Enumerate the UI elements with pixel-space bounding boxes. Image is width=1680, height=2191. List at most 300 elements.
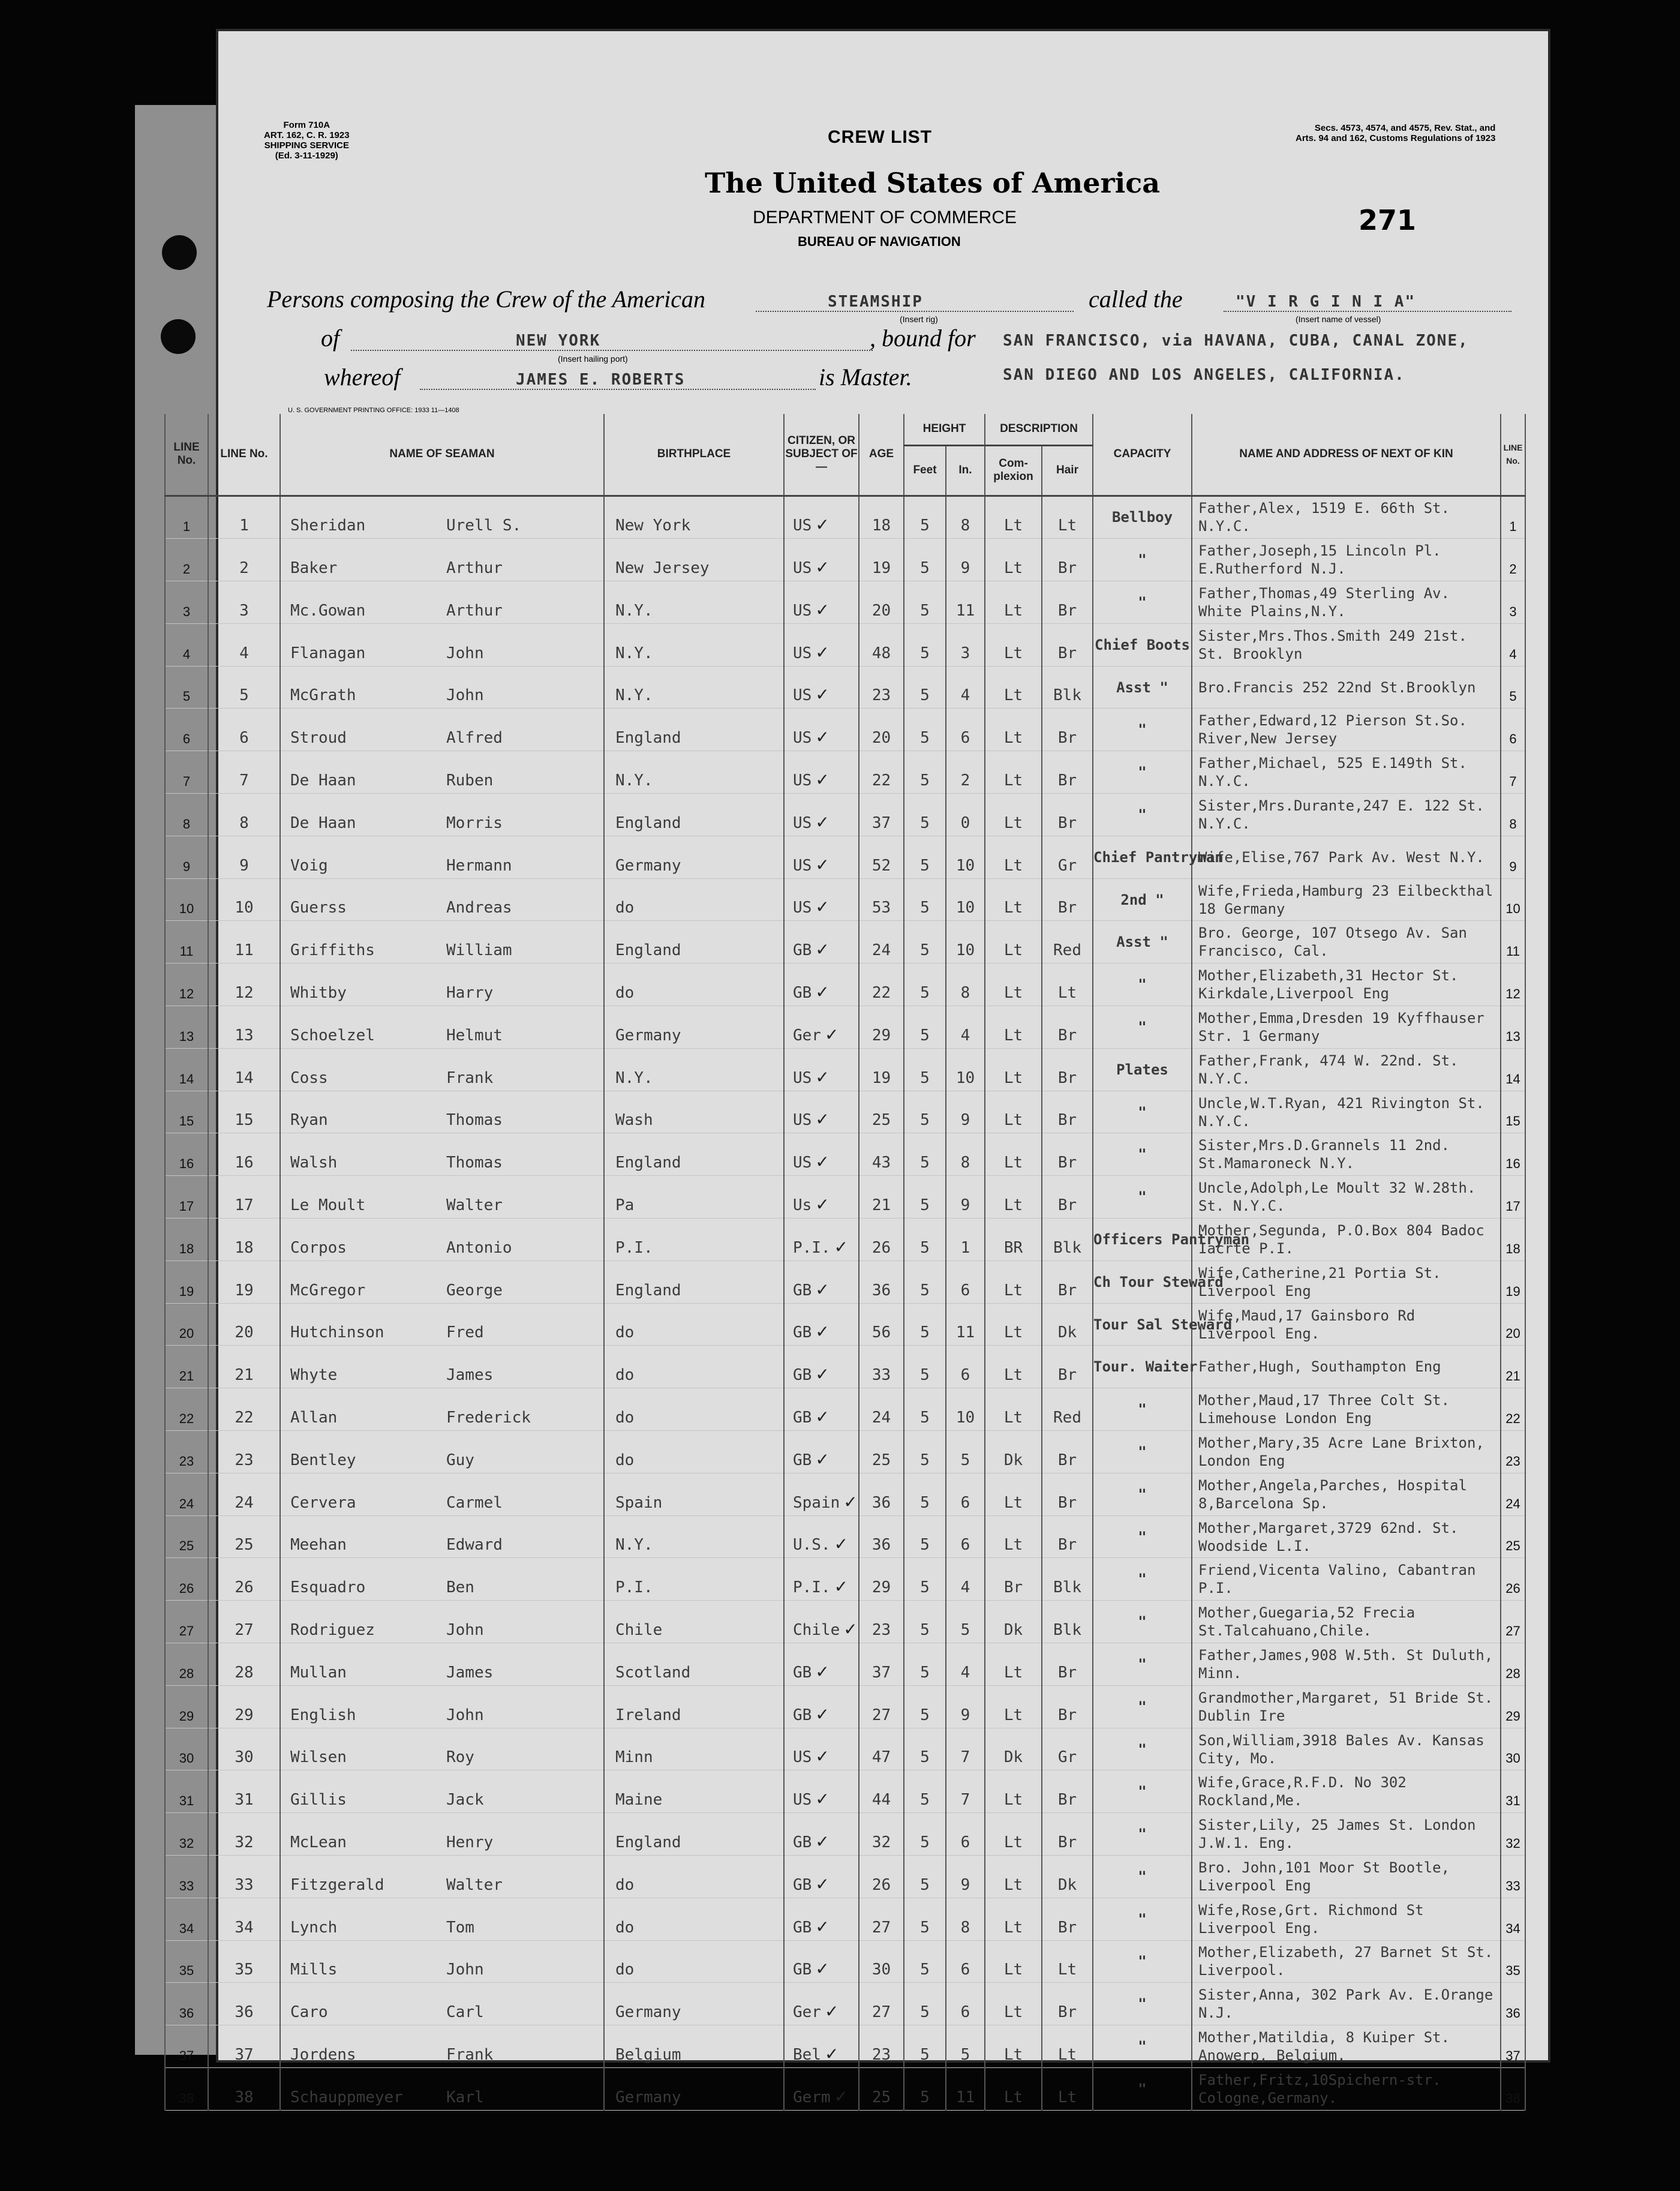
seaman-name: [280, 1940, 604, 1983]
check-mark-icon: ✓: [815, 642, 830, 662]
height-feet: 5: [904, 751, 946, 794]
col-complexion: Com-plexion: [985, 445, 1042, 496]
citizenship: [784, 794, 859, 836]
citizenship: [784, 496, 859, 539]
capacity: ": [1093, 1133, 1192, 1176]
height-inches: 9: [946, 1685, 985, 1728]
vessel-name: "V I R G I N I A": [1236, 293, 1416, 311]
citizenship: [784, 1813, 859, 1856]
hair-color: Br: [1042, 1260, 1093, 1303]
age: 56: [859, 1303, 904, 1346]
check-mark-icon: ✓: [815, 1916, 830, 1937]
col-height: HEIGHT: [904, 414, 985, 445]
hair-color: Br: [1042, 1091, 1093, 1133]
citizenship: [784, 2067, 859, 2110]
seaman-name: [280, 1983, 604, 2025]
height-feet: 5: [904, 2025, 946, 2068]
table-row: [165, 1856, 1525, 1898]
height-feet: 5: [904, 1006, 946, 1049]
next-of-kin: Wife,Frieda,Hamburg 23 Eilbeckthal 18 Germany: [1192, 878, 1501, 921]
table-row: [165, 1260, 1525, 1303]
capacity: ": [1093, 1601, 1192, 1643]
given-name: Carl: [446, 2003, 484, 2022]
height-feet: 5: [904, 1346, 946, 1388]
height-inches: 8: [946, 1898, 985, 1940]
age: 23: [859, 1601, 904, 1643]
height-feet: 5: [904, 794, 946, 836]
age: 52: [859, 836, 904, 878]
citizenship: [784, 1643, 859, 1686]
hair-color: Br: [1042, 1006, 1093, 1049]
citizenship: [784, 623, 859, 666]
citizen-value: US: [793, 899, 812, 917]
surname: Fitzgerald: [290, 1875, 384, 1894]
col-line-no: LINE No.: [208, 414, 280, 496]
birthplace: P.I.: [604, 1218, 784, 1261]
birthplace: Germany: [604, 2067, 784, 2110]
birthplace: Minn: [604, 1728, 784, 1770]
given-name: Thomas: [446, 1154, 503, 1172]
birthplace: Scotland: [604, 1643, 784, 1686]
hair-color: Br: [1042, 1813, 1093, 1856]
line-number-right: 20: [1501, 1303, 1525, 1346]
next-of-kin: Father,James,908 W.5th. St Duluth, Minn.: [1192, 1643, 1501, 1686]
table-row: [165, 1601, 1525, 1643]
seaman-name: [280, 794, 604, 836]
capacity: Chief Pantryman: [1093, 836, 1192, 878]
citizen-value: U.S.: [793, 1536, 831, 1554]
capacity: ": [1093, 1856, 1192, 1898]
birthplace: Belgium: [604, 2025, 784, 2068]
line-number-right: 21: [1501, 1346, 1525, 1388]
capacity: Plates: [1093, 1048, 1192, 1091]
table-row: [165, 1091, 1525, 1133]
line-number-right: 37: [1501, 2025, 1525, 2068]
complexion: Lt: [985, 709, 1042, 751]
line-number: 2: [208, 539, 280, 581]
line-number: 16: [208, 1133, 280, 1176]
hair-color: Br: [1042, 1983, 1093, 2025]
port-caption: (Insert hailing port): [558, 354, 628, 364]
line-number-left: 21: [165, 1346, 208, 1388]
birthplace: do: [604, 1388, 784, 1431]
seaman-name: [280, 1218, 604, 1261]
complexion: Lt: [985, 1770, 1042, 1813]
line-number-left: 24: [165, 1473, 208, 1515]
given-name: John: [446, 644, 484, 662]
line-number-right: 30: [1501, 1728, 1525, 1770]
check-mark-icon: ✓: [815, 982, 830, 1003]
given-name: John: [446, 686, 484, 705]
col-feet: Feet: [904, 445, 946, 496]
check-mark-icon: ✓: [815, 1407, 830, 1427]
given-name: John: [446, 1621, 484, 1640]
citizenship: [784, 709, 859, 751]
hair-color: Lt: [1042, 2025, 1093, 2068]
capacity: ": [1093, 1983, 1192, 2025]
citizenship: [784, 1770, 859, 1813]
height-feet: 5: [904, 581, 946, 624]
capacity: Asst ": [1093, 921, 1192, 964]
citizenship: [784, 1006, 859, 1049]
citizenship: [784, 1558, 859, 1601]
birthplace: N.Y.: [604, 581, 784, 624]
age: 22: [859, 751, 904, 794]
surname: Wilsen: [290, 1748, 347, 1767]
citizenship: [784, 964, 859, 1006]
hair-color: Br: [1042, 623, 1093, 666]
check-mark-icon: ✓: [815, 1661, 830, 1682]
citizen-value: US: [793, 1154, 812, 1172]
surname: Allan: [290, 1409, 338, 1427]
table-row: [165, 1685, 1525, 1728]
hair-color: Br: [1042, 1346, 1093, 1388]
height-feet: 5: [904, 496, 946, 539]
given-name: Henry: [446, 1833, 494, 1851]
citizenship: [784, 1898, 859, 1940]
birthplace: England: [604, 1260, 784, 1303]
complexion: Lt: [985, 1898, 1042, 1940]
surname: Whitby: [290, 984, 347, 1003]
complexion: Lt: [985, 1260, 1042, 1303]
table-row: [165, 1006, 1525, 1049]
line-number: 24: [208, 1473, 280, 1515]
line-number: 23: [208, 1431, 280, 1473]
complexion: Lt: [985, 581, 1042, 624]
check-mark-icon: ✓: [815, 1067, 830, 1087]
table-row: [165, 709, 1525, 751]
table-row: [165, 1898, 1525, 1940]
hair-color: Lt: [1042, 1940, 1093, 1983]
col-description: DESCRIPTION: [985, 414, 1093, 445]
age: 27: [859, 1983, 904, 2025]
country-heading: The United States of America: [705, 167, 1161, 199]
line-number-left: 33: [165, 1856, 208, 1898]
surname: Mullan: [290, 1663, 347, 1682]
line-number-right: 1: [1501, 496, 1525, 539]
next-of-kin: Mother,Elizabeth, 27 Barnet St St. Liverpool.: [1192, 1940, 1501, 1983]
height-feet: 5: [904, 1813, 946, 1856]
seaman-name: [280, 709, 604, 751]
next-of-kin: Bro.Francis 252 22nd St.Brooklyn: [1192, 666, 1501, 709]
next-of-kin: Father,Hugh, Southampton Eng: [1192, 1346, 1501, 1388]
check-mark-icon: ✓: [843, 1619, 858, 1640]
line-number-right: 25: [1501, 1515, 1525, 1558]
table-row: [165, 1048, 1525, 1091]
age: 37: [859, 794, 904, 836]
citizen-value: GB: [793, 1281, 812, 1299]
surname: Coss: [290, 1069, 328, 1087]
check-mark-icon: ✓: [815, 940, 830, 960]
surname: Walsh: [290, 1154, 338, 1172]
line-number-right: 23: [1501, 1431, 1525, 1473]
citizen-value: US: [793, 1069, 812, 1087]
height-inches: 6: [946, 1940, 985, 1983]
complexion: Lt: [985, 1006, 1042, 1049]
citizen-value: P.I.: [793, 1578, 831, 1597]
seaman-name: [280, 1091, 604, 1133]
capacity: ": [1093, 1558, 1192, 1601]
given-name: Antonio: [446, 1238, 512, 1257]
citizenship: [784, 1260, 859, 1303]
given-name: Walter: [446, 1196, 503, 1215]
hair-color: Br: [1042, 794, 1093, 836]
complexion: Dk: [985, 1728, 1042, 1770]
next-of-kin: Sister,Mrs.D.Grannels 11 2nd. St.Mamaroneck N.Y.: [1192, 1133, 1501, 1176]
height-inches: 8: [946, 496, 985, 539]
table-row: [165, 794, 1525, 836]
line-number-left: 27: [165, 1601, 208, 1643]
citizenship: [784, 1515, 859, 1558]
hair-color: Blk: [1042, 1601, 1093, 1643]
line-number: 37: [208, 2025, 280, 2068]
line-number: 12: [208, 964, 280, 1006]
line-number: 1: [208, 496, 280, 539]
check-mark-icon: ✓: [834, 1577, 849, 1597]
table-row: [165, 1515, 1525, 1558]
hair-color: Br: [1042, 1685, 1093, 1728]
birthplace: do: [604, 1940, 784, 1983]
surname: De Haan: [290, 814, 356, 832]
line-number-right: 35: [1501, 1940, 1525, 1983]
line-number-left: 14: [165, 1048, 208, 1091]
given-name: Morris: [446, 814, 503, 832]
complexion: Lt: [985, 1643, 1042, 1686]
seaman-name: [280, 1133, 604, 1176]
citizenship: [784, 666, 859, 709]
height-feet: 5: [904, 964, 946, 1006]
check-mark-icon: ✓: [834, 1534, 849, 1554]
citizen-value: Spain: [793, 1493, 840, 1512]
col-line-no-right: LINE No.: [1501, 414, 1525, 496]
line-number-left: 26: [165, 1558, 208, 1601]
col-name: NAME OF SEAMAN: [280, 414, 604, 496]
surname: Cervera: [290, 1493, 356, 1512]
line-number: 31: [208, 1770, 280, 1813]
next-of-kin: Sister,Mrs.Thos.Smith 249 21st. St. Brooklyn: [1192, 623, 1501, 666]
line-number: 26: [208, 1558, 280, 1601]
line-number-left: 22: [165, 1388, 208, 1431]
given-name: Roy: [446, 1748, 474, 1767]
height-feet: 5: [904, 1601, 946, 1643]
birthplace: Wash: [604, 1091, 784, 1133]
complexion: Lt: [985, 921, 1042, 964]
capacity: ": [1093, 1515, 1192, 1558]
seaman-name: [280, 1260, 604, 1303]
capacity: ": [1093, 1898, 1192, 1940]
height-feet: 5: [904, 878, 946, 921]
citizenship: [784, 1346, 859, 1388]
line-number-right: 29: [1501, 1685, 1525, 1728]
check-mark-icon: ✓: [824, 1024, 839, 1045]
birthplace: do: [604, 964, 784, 1006]
height-feet: 5: [904, 1770, 946, 1813]
line-number-left: 2: [165, 539, 208, 581]
citizenship: [784, 1176, 859, 1218]
hair-color: Br: [1042, 751, 1093, 794]
hair-color: Br: [1042, 1048, 1093, 1091]
table-row: [165, 1133, 1525, 1176]
height-inches: 9: [946, 1091, 985, 1133]
height-inches: 0: [946, 794, 985, 836]
line-number-left: 6: [165, 709, 208, 751]
capacity: Officers Pantryman: [1093, 1218, 1192, 1261]
hair-color: Br: [1042, 709, 1093, 751]
capacity: ": [1093, 1006, 1192, 1049]
table-row: [165, 1813, 1525, 1856]
surname: Sheridan: [290, 517, 366, 535]
surname: McLean: [290, 1833, 347, 1851]
seaman-name: [280, 1643, 604, 1686]
citizen-value: GB: [793, 1918, 812, 1937]
height-inches: 1: [946, 1218, 985, 1261]
capacity: ": [1093, 1388, 1192, 1431]
height-inches: 10: [946, 921, 985, 964]
given-name: John: [446, 1961, 484, 1979]
capacity: ": [1093, 581, 1192, 624]
next-of-kin: Wife,Rose,Grt. Richmond St Liverpool Eng.: [1192, 1898, 1501, 1940]
citizenship: [784, 1048, 859, 1091]
of-label: of: [321, 325, 340, 352]
height-feet: 5: [904, 1260, 946, 1303]
height-feet: 5: [904, 666, 946, 709]
seaman-name: [280, 1048, 604, 1091]
line-number-right: 11: [1501, 921, 1525, 964]
check-mark-icon: ✓: [815, 1322, 830, 1342]
citizen-value: US: [793, 1111, 812, 1130]
birthplace: England: [604, 1133, 784, 1176]
birthplace: Germany: [604, 1006, 784, 1049]
table-row: [165, 1431, 1525, 1473]
seaman-name: [280, 1515, 604, 1558]
height-inches: 4: [946, 1643, 985, 1686]
age: 32: [859, 1813, 904, 1856]
page-title: CREW LIST: [828, 127, 932, 147]
seaman-name: [280, 496, 604, 539]
birthplace: do: [604, 878, 784, 921]
seaman-name: [280, 623, 604, 666]
check-mark-icon: ✓: [843, 1491, 858, 1512]
capacity: ": [1093, 1770, 1192, 1813]
line-number: 10: [208, 878, 280, 921]
col-inches: In.: [946, 445, 985, 496]
citizen-value: Ger: [793, 2003, 821, 2022]
line-number: 36: [208, 1983, 280, 2025]
check-mark-icon: ✓: [815, 1704, 830, 1724]
line-number: 13: [208, 1006, 280, 1049]
line-number-left: 11: [165, 921, 208, 964]
next-of-kin: Uncle,W.T.Ryan, 421 Rivington St. N.Y.C.: [1192, 1091, 1501, 1133]
seaman-name: [280, 1176, 604, 1218]
hair-color: Lt: [1042, 496, 1093, 539]
next-of-kin: Mother,Margaret,3729 62nd. St. Woodside L.I.: [1192, 1515, 1501, 1558]
line-number: 28: [208, 1643, 280, 1686]
capacity: ": [1093, 1643, 1192, 1686]
form-info: Form 710A ART. 162, C. R. 1923 SHIPPING SERVICE (Ed. 3-11-1929): [264, 120, 350, 161]
height-inches: 6: [946, 1473, 985, 1515]
table-row: [165, 1558, 1525, 1601]
given-name: Urell S.: [446, 517, 522, 535]
surname: Meehan: [290, 1536, 347, 1554]
table-row: [165, 666, 1525, 709]
age: 23: [859, 2025, 904, 2068]
check-mark-icon: ✓: [834, 1236, 849, 1257]
check-mark-icon: ✓: [815, 515, 830, 535]
statutes-note: Secs. 4573, 4574, and 4575, Rev. Stat., and Arts. 94 and 162, Customs Regulations of 1923: [1296, 123, 1496, 143]
crew-table: [164, 414, 1526, 2111]
next-of-kin: Sister,Lily, 25 James St. London J.W.1. Eng.: [1192, 1813, 1501, 1856]
age: 33: [859, 1346, 904, 1388]
next-of-kin: Grandmother,Margaret, 51 Bride St. Dublin Ire: [1192, 1685, 1501, 1728]
complexion: Lt: [985, 1176, 1042, 1218]
complexion: Lt: [985, 964, 1042, 1006]
height-inches: 6: [946, 1813, 985, 1856]
birthplace: N.Y.: [604, 1515, 784, 1558]
complexion: Lt: [985, 1346, 1042, 1388]
given-name: John: [446, 1706, 484, 1724]
complexion: Lt: [985, 1940, 1042, 1983]
hair-color: Br: [1042, 1515, 1093, 1558]
citizenship: [784, 1856, 859, 1898]
height-inches: 6: [946, 1515, 985, 1558]
check-mark-icon: ✓: [815, 685, 830, 705]
seaman-name: [280, 1346, 604, 1388]
citizenship: [784, 1091, 859, 1133]
age: 37: [859, 1643, 904, 1686]
seaman-name: [280, 539, 604, 581]
height-feet: 5: [904, 2067, 946, 2110]
complexion: Lt: [985, 1685, 1042, 1728]
capacity: ": [1093, 1813, 1192, 1856]
capacity: ": [1093, 1685, 1192, 1728]
birthplace: N.Y.: [604, 751, 784, 794]
citizenship: [784, 1218, 859, 1261]
surname: Caro: [290, 2003, 328, 2022]
capacity: ": [1093, 2067, 1192, 2110]
seaman-name: [280, 2067, 604, 2110]
birthplace: do: [604, 1431, 784, 1473]
citizenship: [784, 539, 859, 581]
given-name: Helmut: [446, 1026, 503, 1045]
check-mark-icon: ✓: [815, 599, 830, 620]
surname: Esquadro: [290, 1578, 366, 1597]
hair-color: Lt: [1042, 964, 1093, 1006]
check-mark-icon: ✓: [815, 1959, 830, 1979]
line-number: 17: [208, 1176, 280, 1218]
surname: English: [290, 1706, 356, 1724]
birthplace: England: [604, 1813, 784, 1856]
line-number-right: 33: [1501, 1856, 1525, 1898]
check-mark-icon: ✓: [815, 557, 830, 578]
surname: Schoelzel: [290, 1026, 375, 1045]
line-number: 25: [208, 1515, 280, 1558]
given-name: Frederick: [446, 1409, 531, 1427]
line-number-right: 32: [1501, 1813, 1525, 1856]
complexion: Lt: [985, 1473, 1042, 1515]
hair-color: Gr: [1042, 836, 1093, 878]
age: 22: [859, 964, 904, 1006]
age: 25: [859, 1091, 904, 1133]
table-row: [165, 921, 1525, 964]
line-number-right: 5: [1501, 666, 1525, 709]
age: 25: [859, 2067, 904, 2110]
age: 24: [859, 921, 904, 964]
capacity: Asst ": [1093, 666, 1192, 709]
line-number: 14: [208, 1048, 280, 1091]
check-mark-icon: ✓: [815, 1152, 830, 1172]
line-number-left: 10: [165, 878, 208, 921]
hair-color: Dk: [1042, 1856, 1093, 1898]
